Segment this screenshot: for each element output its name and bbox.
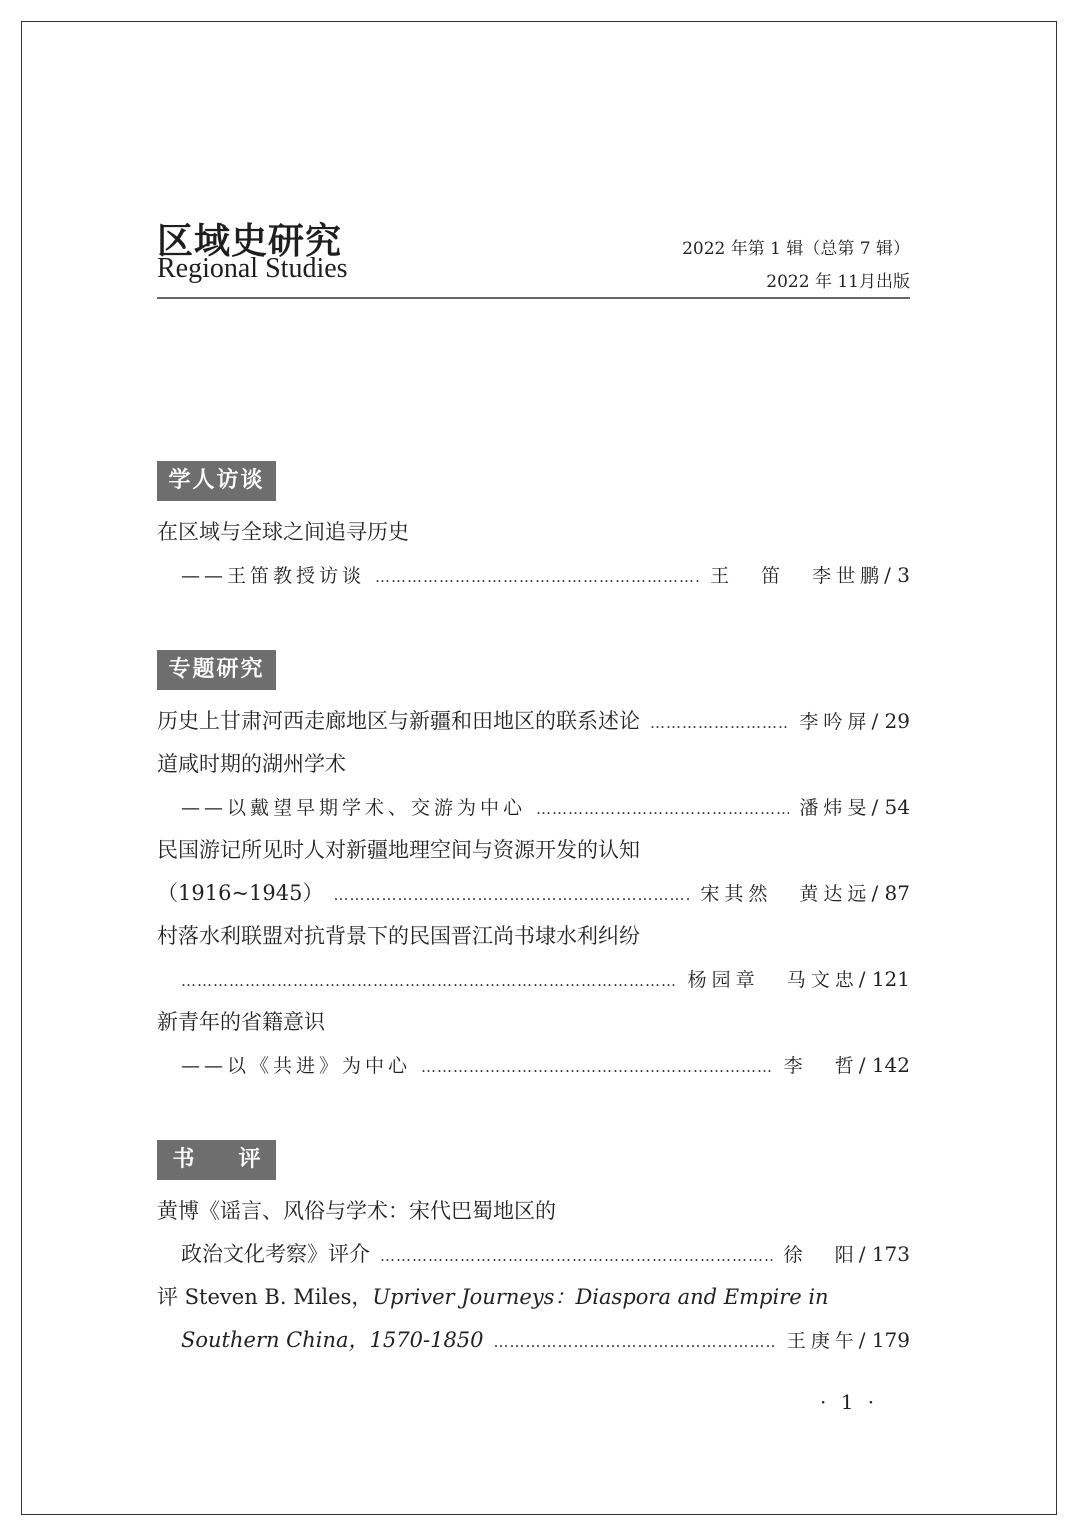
toc-entry-page: / 142 [858,1053,910,1077]
leader-dots [380,1239,774,1273]
toc-entry-detail[interactable] [181,1323,910,1357]
toc-entry-title [157,1280,910,1314]
toc-entry-page: / 87 [871,881,910,905]
page-number: · 1 · [820,1390,879,1414]
toc-entry-detail[interactable] [181,1237,910,1271]
leader-dots [536,792,789,826]
toc-entry-authors: 王 笛 李世鹏 [710,565,885,587]
leader-dots [375,560,700,594]
toc-entry-authors: 潘炜旻 [799,797,872,819]
toc-entry-page: / 54 [871,795,910,819]
toc-entry-title: 道咸时期的湖州学术 [157,752,346,776]
issue-number: 2022 年第 1 辑（总第 7 辑） [682,239,910,259]
toc-entry-title: 村落水利联盟对抗背景下的民国晋江尚书埭水利纠纷 [157,924,640,948]
toc-entry-title: 民国游记所见时人对新疆地理空间与资源开发的认知 [157,838,640,862]
toc-entry-authors: 宋其然 黄达远 [700,883,872,905]
toc-entry-detail[interactable] [157,876,910,910]
toc-entry-authors: 王庚午 [786,1330,859,1352]
leader-dots [421,1050,774,1084]
publish-date: 2022 年 11月出版 [766,272,910,292]
toc-entry-page: / 29 [871,709,910,733]
section-label-review [157,1140,276,1180]
toc-entry-title-italic: Upriver Journeys：Diaspora and Empire in [372,1285,829,1309]
toc-entry-subtitle: ——以戴望早期学术、交游为中心 [181,797,527,819]
toc-entry-page: / 179 [858,1328,910,1352]
header-divider [157,297,910,299]
toc-entry-title-prefix: 评 Steven B. Miles， [157,1285,373,1309]
toc-entry-subtitle: ——以《共进》为中心 [181,1055,412,1077]
toc-entry-authors: 李吟屏 [799,711,872,733]
journal-title-english: Regional Studies [157,253,348,284]
leader-dots [333,878,690,912]
toc-entry-authors: 徐 阳 [783,1244,859,1266]
toc-entry-page: / 173 [858,1242,910,1266]
section-label-interview: 学人访谈 [157,461,276,501]
journal-title-chinese: 区域史研究 [157,220,343,262]
toc-entry-page: / 121 [858,967,910,991]
toc-entry-title: 新青年的省籍意识 [157,1010,325,1034]
toc-entry-detail[interactable] [181,962,910,996]
issue-info [682,233,910,299]
toc-entry-title-continued: Southern China，1570-1850 [181,1328,484,1352]
leader-dots [494,1325,777,1359]
toc-entry-title: 黄博《谣言、风俗与学术：宋代巴蜀地区的 [157,1199,556,1223]
toc-entry-detail[interactable] [181,558,910,592]
toc-entry[interactable] [157,704,910,738]
toc-entry-authors: 杨园章 马文忠 [687,969,859,991]
leader-dots [650,706,789,740]
toc-entry-title: 历史上甘肃河西走廊地区与新疆和田地区的联系述论 [157,709,640,733]
toc-entry-subtitle: （1916~1945） [157,881,324,905]
toc-entry-subtitle: ——王笛教授访谈 [181,565,366,587]
section-label-review-part1: 书 [172,1147,195,1172]
section-label-review-part2: 评 [238,1147,261,1172]
toc-entry-detail[interactable] [181,790,910,824]
toc-entry-authors: 李 哲 [783,1055,859,1077]
toc-entry-page: / 3 [884,563,910,587]
leader-dots [181,964,678,998]
toc-entry-detail[interactable] [181,1048,910,1082]
section-label-research: 专题研究 [157,650,276,690]
toc-entry-title: 在区域与全球之间追寻历史 [157,520,409,544]
toc-entry-title-continued: 政治文化考察》评介 [181,1242,370,1266]
